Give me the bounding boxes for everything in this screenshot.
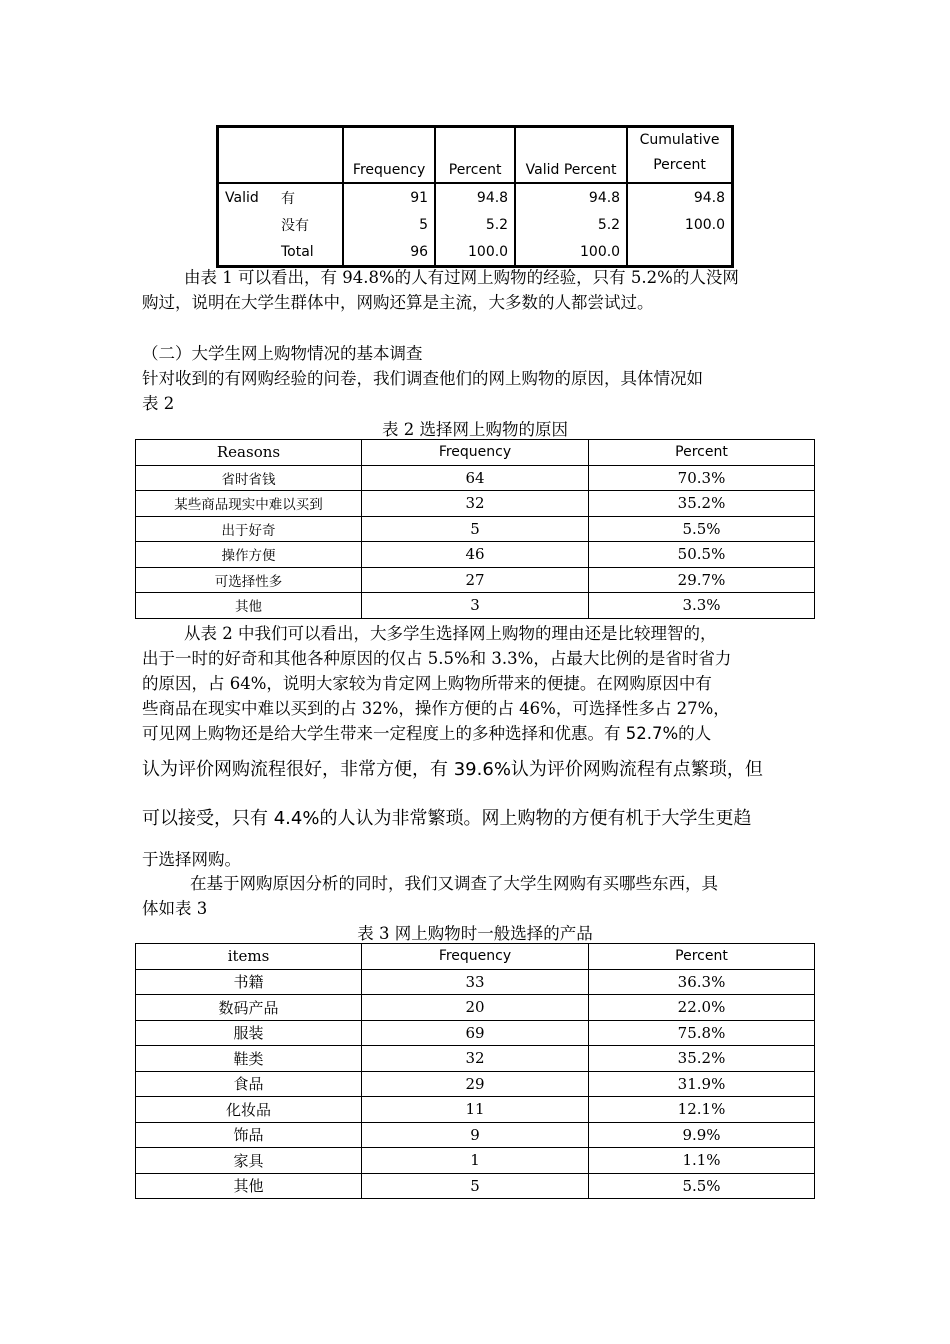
paragraph-3: 从表 2 中我们可以看出，大多学生选择网上购物的理由还是比较理智的， 出于一时的好奇和其他各种原因的仅占 5.5%和 3.3%，占最大比例的是省时省力 的原因，占 64%，说明大家较为肯定网上购物所带来的便捷。在网购原因中有 些商品在现实中难以买到的占 32%，操作方便的占 46%，可选择性多占 27%， 可见网上购物还是给大学生带来一定程度上的多种选择和优惠。有 52.7%的人 [142, 624, 732, 743]
row-label: 有 [281, 190, 295, 207]
table-row: 饰品 9 9.9% [136, 1122, 815, 1148]
table-row: 操作方便 46 50.5% [136, 542, 815, 568]
header-frequency: Frequency [362, 944, 589, 970]
table-header-row [136, 944, 815, 970]
table-row: 省时省钱 64 70.3% [136, 465, 815, 491]
table-row: 数码产品 20 22.0% [136, 995, 815, 1021]
header-percent: Percent [435, 127, 515, 184]
header-percent: Percent [589, 944, 815, 970]
table-2-caption: 表 2 选择网上购物的原因 [382, 420, 568, 439]
table-row: 家具 1 1.1% [136, 1148, 815, 1174]
table-row: 某些商品现实中难以买到 32 35.2% [136, 491, 815, 517]
table-row: 出于好奇 5 5.5% [136, 516, 815, 542]
table-row: Total 96 100.0 100.0 [218, 238, 733, 267]
online-shopping-experience-table [216, 125, 734, 268]
paragraph-3-line-6: 认为评价网购流程很好，非常方便，有 39.6%认为评价网购流程有点繁琐，但 [142, 759, 763, 780]
table-header-row [136, 440, 815, 466]
table-row: 化妆品 11 12.1% [136, 1097, 815, 1123]
table-row: 服装 69 75.8% [136, 1020, 815, 1046]
header-items: items [136, 944, 362, 970]
paragraph-3-line-7: 可以接受，只有 4.4%的人认为非常繁琐。网上购物的方便有机于大学生更趋 [142, 808, 752, 829]
table-row: 可选择性多 27 29.7% [136, 567, 815, 593]
header-reasons: Reasons [136, 440, 362, 466]
row-label: Total [281, 243, 314, 260]
row-label: 没有 [281, 217, 309, 234]
header-cumulative-percent: Cumulative Percent [627, 127, 732, 184]
shopping-reasons-table [135, 439, 815, 619]
section-heading: （二）大学生网上购物情况的基本调查 [142, 344, 423, 363]
paragraph-3-line-8: 于选择网购。 [142, 850, 241, 869]
table-header-row [218, 127, 733, 184]
group-label: Valid [225, 189, 259, 206]
header-percent: Percent [589, 440, 815, 466]
table-row: 没有 5 5.2 5.2 100.0 [218, 211, 733, 238]
paragraph-2: 针对收到的有网购经验的问卷，我们调查他们的网上购物的原因，具体情况如 表 2 [142, 369, 703, 413]
paragraph-4: 在基于网购原因分析的同时，我们又调查了大学生网购有买哪些东西，具 体如表 3 [142, 874, 718, 918]
header-valid-percent: Valid Percent [515, 127, 627, 184]
purchased-products-table [135, 943, 815, 1199]
paragraph-1: 由表 1 可以看出，有 94.8%的人有过网上购物的经验，只有 5.2%的人没网 购过，说明在大学生群体中，网购还算是主流，大多数的人都尝试过。 [142, 268, 739, 312]
table-row: 其他 3 3.3% [136, 593, 815, 619]
header-frequency: Frequency [362, 440, 589, 466]
table-row: 其他 5 5.5% [136, 1173, 815, 1199]
table-row: 书籍 33 36.3% [136, 969, 815, 995]
table-row: Valid 有 91 94.8 94.8 94.8 [218, 183, 733, 211]
table-3-caption: 表 3 网上购物时一般选择的产品 [357, 924, 593, 943]
table-row: 鞋类 32 35.2% [136, 1046, 815, 1072]
table-row: 食品 29 31.9% [136, 1071, 815, 1097]
header-frequency: Frequency [343, 127, 435, 184]
